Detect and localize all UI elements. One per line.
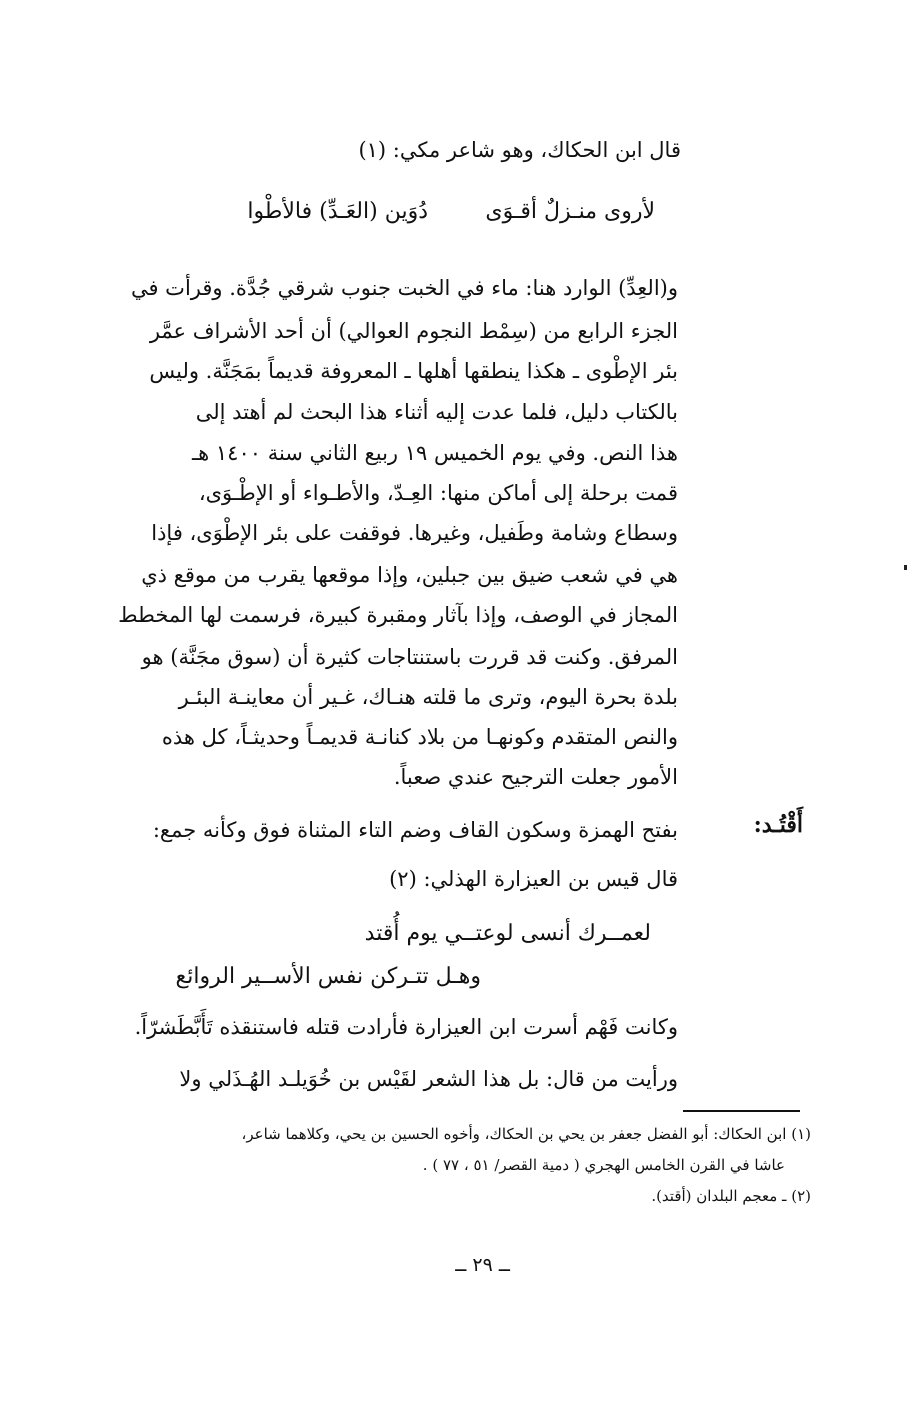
footnote-1: (١) ابن الحكاك: أبو الفضل جعفر بن يحي بن الحكاك، وأخوه الحسين بن يحي، وكلاهما شاعر، — [241, 1125, 811, 1143]
paragraph-line: الأمور جعلت الترجيح عندي صعباً. — [393, 765, 678, 789]
paragraph-line: ورأيت من قال: بل هذا الشعر لقَيْس بن خُوَيلـد الهُـذَلي ولا — [179, 1067, 678, 1091]
paragraph-line: والنص المتقدم وكونهـا من بلاد كنانـة قديمـاً وحديثـاً، كل هذه — [161, 725, 678, 749]
paragraph-line: المرفق. وكنت قد قررت باستنتاجات كثيرة أن (سوق مجَنَّة) هو — [141, 645, 678, 669]
paragraph-line: بلدة بحرة اليوم، وترى ما قلته هنـاك، غـير أن معاينـة البئـر — [178, 685, 678, 709]
footnote-1-continued: عاشا في القرن الخامس الهجري ( دمية القصر/ ٥١ ، ٧٧ ) . — [422, 1156, 785, 1174]
entry-definition: بفتح الهمزة وسكون القاف وضم التاء المثناة فوق وكأنه جمع: — [152, 818, 678, 842]
paragraph-line: المجاز في الوصف، وإذا بآثار ومقبرة كبيرة، فرسمت لها المخطط — [118, 603, 678, 627]
paragraph-line: وسطاع وشامة وطَفيل، وغيرها. فوقفت على بئر الإطْوَى، فإذا — [151, 521, 678, 545]
paragraph-line: الجزء الرابع من (سِمْط النجوم العوالي) أن أحد الأشراف عمَّر — [149, 319, 678, 343]
intro-line: قال ابن الحكاك، وهو شاعر مكي: (١) — [358, 138, 681, 162]
quote-line: قال قيس بن العيزارة الهذلي: (٢) — [389, 867, 678, 891]
footnote-2: (٢) ـ معجم البلدان (أقتد). — [651, 1187, 811, 1205]
verse-2-line-2: وهـل تتـركن نفس الأســير الروائع — [175, 964, 481, 989]
page-number: ــ ٢٩ ــ — [455, 1254, 510, 1276]
scan-speck — [904, 565, 907, 570]
paragraph-line: بئر الإطْوى ـ هكذا ينطقها أهلها ـ المعروفة قديماً بمَجَنَّة. وليس — [149, 359, 678, 383]
verse-1-right: لأروى منـزلٌ أقـوَى — [485, 199, 655, 224]
paragraph-line: بالكتاب دليل، فلما عدت إليه أثناء هذا البحث لم أهتد إلى — [195, 400, 678, 424]
paragraph-line: قمت برحلة إلى أماكن منها: العِـدّ، والأطـواء أو الإطْـوَى، — [198, 481, 678, 505]
verse-2-line-1: لعمــرك أنسى لوعتــي يوم أُقتد — [364, 921, 651, 946]
paragraph-line: هي في شعب ضيق بين جبلين، وإذا موقعها يقرب من موقع ذي — [141, 563, 678, 587]
paragraph-line: و(العِدِّ) الوارد هنا: ماء في الخبت جنوب شرقي جُدَّة. وقرأت في — [130, 276, 678, 300]
paragraph-line: هذا النص. وفي يوم الخميس ١٩ ربيع الثاني سنة ١٤٠٠ هـ — [191, 441, 678, 465]
verse-1-left: دُوَين (العَـدِّ) فالأطْوا — [247, 199, 428, 224]
entry-headword: أَقْتُـد: — [753, 812, 803, 838]
paragraph-line: وكانت فَهْم أسرت ابن العيزارة فأرادت قتله فاستنقذه تَأَبَّطَشرّاً. — [134, 1015, 678, 1039]
footnote-separator — [683, 1110, 800, 1112]
